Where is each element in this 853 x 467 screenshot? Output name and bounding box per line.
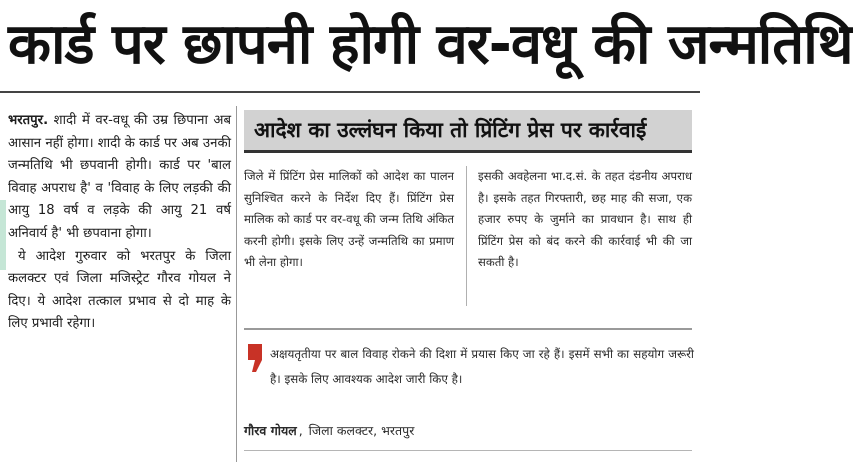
attribution-role: जिला कलक्टर, भरतपुर [308, 423, 415, 438]
box-heading-rule [244, 150, 692, 153]
box-heading: आदेश का उल्लंघन किया तो प्रिंटिंग प्रेस पर कार्रवाई [244, 110, 692, 150]
headline-rule [0, 91, 700, 93]
column-divider [236, 106, 237, 462]
dateline: भरतपुर. [8, 113, 49, 128]
box-column-2: इसकी अवहेलना भा.द.सं. के तहत दंडनीय अपराध है। इसके तहत गिरफ्तारी, छह माह की सजा, एक हजार रुपए के जुर्माने का प्रावधान है। साथ ही प्रिंटिंग प्रेस को बंद करने की कार्रवाई भी की जा सकती है। [478, 169, 692, 269]
main-article-column [8, 110, 231, 462]
box-column-divider [466, 166, 467, 306]
headline: कार्ड पर छापनी होगी वर-वधू की जन्मतिथि [8, 12, 853, 77]
left-edge-strip [0, 200, 6, 270]
quote-mark-icon [246, 342, 264, 386]
quote-text: अक्षयतृतीया पर बाल विवाह रोकने की दिशा में प्रयास किए जा रहे हैं। इसमें सभी का सहयोग जरूरी है। इसके लिए आवश्यक आदेश जारी किए है। [270, 347, 694, 386]
quote-block [244, 342, 692, 406]
box-middle-rule [244, 328, 692, 330]
quote-attribution [244, 420, 692, 448]
attribution-name: गौरव गोयल [244, 423, 297, 438]
sidebar-box [240, 110, 696, 462]
box-bottom-rule [244, 450, 692, 451]
article-paragraph-2: ये आदेश गुरुवार को भरतपुर के जिला कलक्टर एवं जिला मजिस्ट्रेट गौरव गोयल ने दिए। ये आदेश तत्काल प्रभाव से दो माह के लिए प्रभावी रहेगा। [8, 248, 231, 332]
attribution-separator: , [298, 423, 303, 438]
box-column-1: जिले में प्रिंटिंग प्रेस मालिकों को आदेश का पालन सुनिश्चित करने के निर्देश दिए हैं। प्रिंटिंग प्रेस मालिक को कार्ड पर वर-वधू की जन्म तिथि अंकित करनी होगी। इसके लिए उन्हें जन्मतिथि का प्रमाण भी लेना होगा। [244, 169, 454, 269]
article-paragraph-1 [8, 110, 231, 246]
article-paragraph-1-text: शादी में वर-वधू की उम्र छिपाना अब आसान नहीं होगा। शादी के कार्ड पर अब उनकी जन्मतिथि भी छपवानी होगी। कार्ड पर 'बाल विवाह अपराध है' व 'विवाह के लिए लड़की की आयु 18 वर्ष व लड़के की आयु 21 वर्ष अनिवार्य है' भी छपवाना होगा। [8, 113, 232, 241]
